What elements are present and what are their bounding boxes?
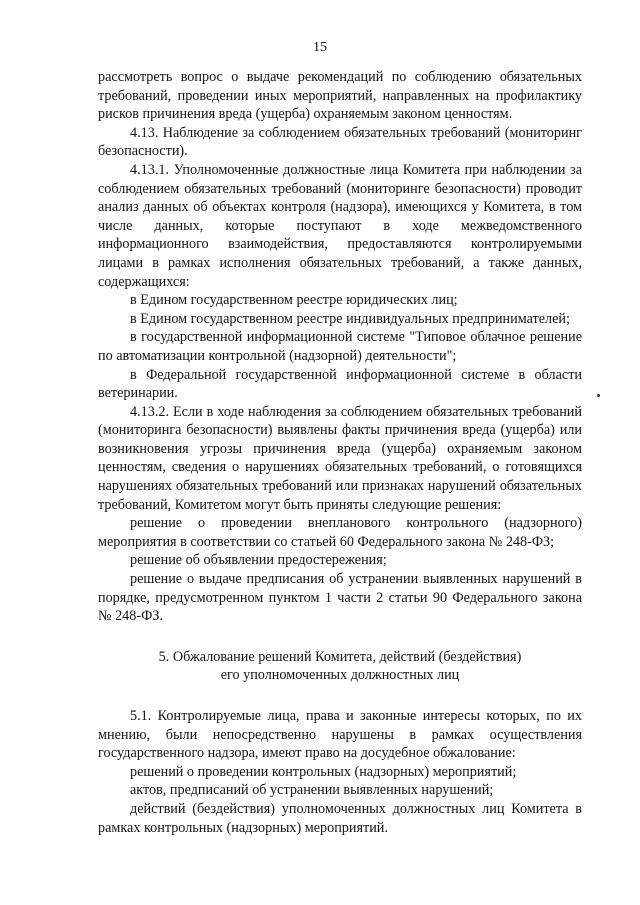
list-item: решение о проведении внепланового контрольного (надзорного) мероприятия в соответствии со статьей 60 Федерального закона № 248-ФЗ; bbox=[98, 515, 582, 550]
document-body bbox=[98, 68, 582, 837]
list-item: в Едином государственном реестре юридических лиц; bbox=[130, 292, 458, 309]
section-heading-line: 5. Обжалование решений Комитета, действий (бездействия) bbox=[158, 648, 522, 665]
scan-speck bbox=[597, 394, 600, 397]
list-item: в государственной информационной системе "Типовое облачное решение по автоматизации контрольной (надзорной) деятельности"; bbox=[98, 329, 582, 364]
paragraph: 4.13.2. Если в ходе наблюдения за соблюдением обязательных требований (мониторинга безопасности) выявлены факты причинения вреда (ущерба) или возникновения угрозы причинения вреда (ущерба) охраняемым законом ценностям, сведения о нарушениях обязательных требований, о готовящихся нарушениях обязательных требований или признаках нарушений обязательных требований, Комитетом могут быть приняты следующие решения: bbox=[98, 403, 582, 513]
list-item: актов, предписаний об устранении выявленных нарушений; bbox=[130, 782, 494, 799]
list-item: решение о выдаче предписания об устранении выявленных нарушений в порядке, предусмотренном пунктом 1 части 2 статьи 90 Федерального закона № 248-ФЗ. bbox=[98, 571, 582, 625]
section-heading bbox=[98, 648, 582, 685]
list-item: в Федеральной государственной информационной системе в области ветеринарии. bbox=[98, 366, 582, 402]
paragraph: 5.1. Контролируемые лица, права и законные интересы которых, по их мнению, были непосредственно нарушены в рамках осуществления государственного надзора, имеют право на досудебное обжалование: bbox=[98, 708, 582, 762]
section-heading-line: его уполномоченных должностных лиц bbox=[220, 667, 460, 684]
list-item: решение об объявлении предостережения; bbox=[130, 552, 387, 569]
page-number: 15 bbox=[313, 40, 327, 55]
list-item: действий (бездействия) уполномоченных должностных лиц Комитета в рамках контрольных (надзорных) мероприятий. bbox=[98, 800, 582, 836]
list-item: решений о проведении контрольных (надзорных) мероприятий; bbox=[130, 763, 517, 780]
paragraph: рассмотреть вопрос о выдаче рекомендаций по соблюдению обязательных требований, проведении иных мероприятий, направленных на профилактику рисков причинения вреда (ущерба) охраняемым законом ценностям. bbox=[98, 69, 582, 123]
paragraph: 4.13.1. Уполномоченные должностные лица Комитета при наблюдении за соблюдением обязательных требований (мониторинге безопасности) проводит анализ данных об объектах контроля (надзора), имеющихся у Комитета, в том числе данных, которые поступают в ходе межведомственного информационного взаимодействия, предоставляются контролируемыми лицами в рамках исполнения обязательных требований, а также данных, содержащихся: bbox=[98, 161, 582, 290]
list-item: в Едином государственном реестре индивидуальных предпринимателей; bbox=[130, 310, 570, 327]
clause-heading: 4.13. Наблюдение за соблюдением обязательных требований (мониторинг безопасности). bbox=[98, 124, 582, 160]
